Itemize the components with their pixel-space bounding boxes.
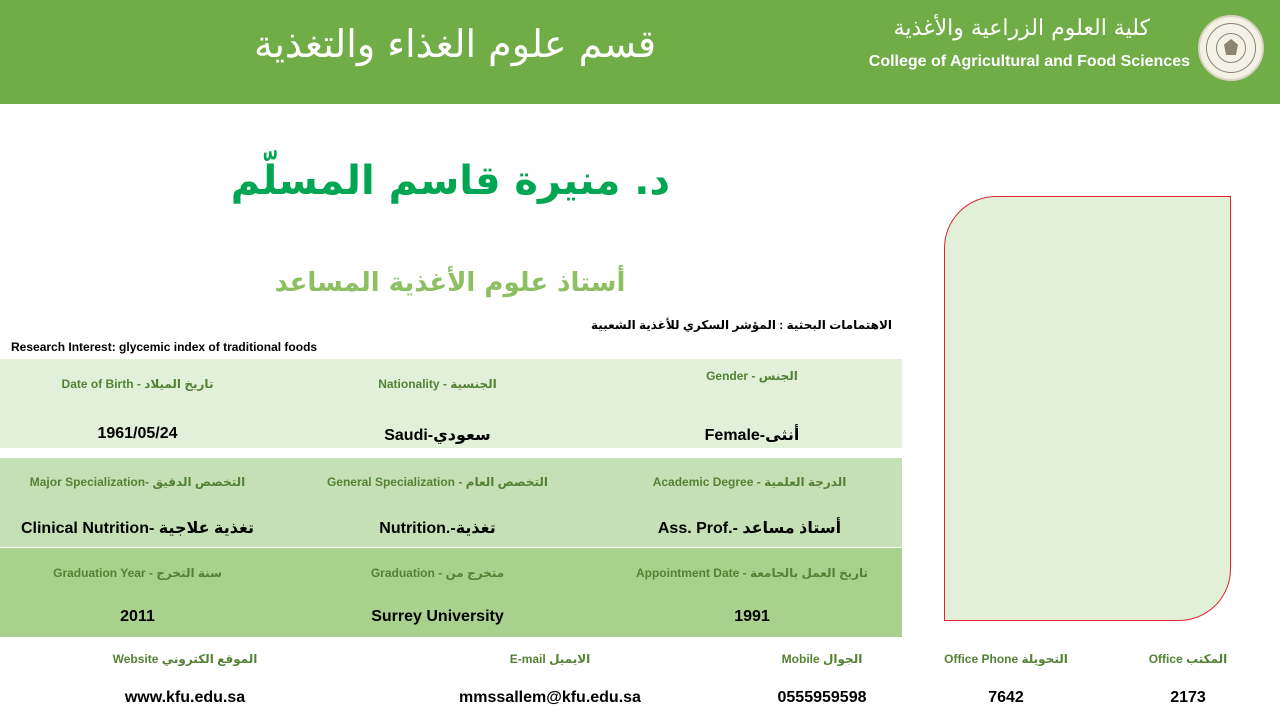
office-phone-value: 7642: [988, 689, 1024, 706]
info-row-personal: [0, 359, 902, 448]
info-row-specialization: [0, 458, 902, 547]
university-seal-logo: [1198, 15, 1264, 81]
major-specialization-label: Major Specialization- التخصص الدقيق: [29, 475, 246, 489]
appointment-date-value: 1991: [734, 608, 770, 625]
college-name-arabic: كلية العلوم الزراعية والأغذية: [893, 16, 1150, 41]
mobile-value: 0555959598: [777, 689, 867, 706]
office-label: Office المكتب: [1148, 652, 1228, 666]
graduation-year-label: Graduation Year - سنة التخرج: [53, 566, 222, 580]
college-name-english: College of Agricultural and Food Sciences: [868, 53, 1190, 70]
general-specialization-label: General Specialization - التخصص العام: [326, 475, 549, 489]
info-row-graduation: [0, 548, 902, 637]
email-value[interactable]: mmssallem@kfu.edu.sa: [459, 689, 641, 706]
gender-label: Gender - الجنس: [706, 369, 798, 383]
nationality-label: Nationality - الجنسية: [378, 377, 497, 391]
profile-photo-placeholder: [944, 196, 1231, 621]
email-label: E-mail الايميل: [509, 652, 591, 666]
general-specialization-value: Nutrition.-تغذية: [379, 520, 496, 537]
graduation-label: Graduation - متخرج من: [370, 566, 505, 580]
website-label: Website الموقع الكتروني: [112, 652, 258, 666]
dob-label: Date of Birth - تاريخ الميلاد: [61, 377, 214, 391]
gender-value: Female-أنثى: [704, 427, 800, 444]
research-interest-arabic: الاهتمامات البحثية : المؤشر السكري للأغذية الشعبية: [591, 318, 892, 332]
profile-title: أستاذ علوم الأغذية المساعد: [274, 268, 626, 298]
department-title: قسم علوم الغذاء والتغذية: [253, 22, 657, 66]
major-specialization-value: Clinical Nutrition- تغذية علاجية: [20, 520, 255, 537]
header-banner: [0, 0, 1280, 104]
research-interest-english: Research Interest: glycemic index of traditional foods: [11, 340, 318, 354]
academic-degree-value: Ass. Prof.- أستاذ مساعد: [657, 520, 842, 537]
nationality-value: Saudi-سعودي: [384, 427, 491, 444]
office-value: 2173: [1170, 689, 1206, 706]
academic-degree-label: Academic Degree - الدرجة العلمية: [652, 475, 847, 489]
profile-name: د. منيرة قاسم المسلّم: [230, 158, 670, 204]
office-phone-label: Office Phone التحويلة: [944, 652, 1068, 666]
mobile-label: Mobile الجوال: [781, 652, 863, 666]
dob-value: 1961/05/24: [97, 425, 178, 442]
website-value[interactable]: www.kfu.edu.sa: [124, 689, 246, 706]
appointment-date-label: Appointment Date - تاريخ العمل بالجامعة: [635, 566, 869, 580]
graduation-year-value: 2011: [120, 608, 155, 625]
graduation-value: Surrey University: [371, 608, 504, 625]
